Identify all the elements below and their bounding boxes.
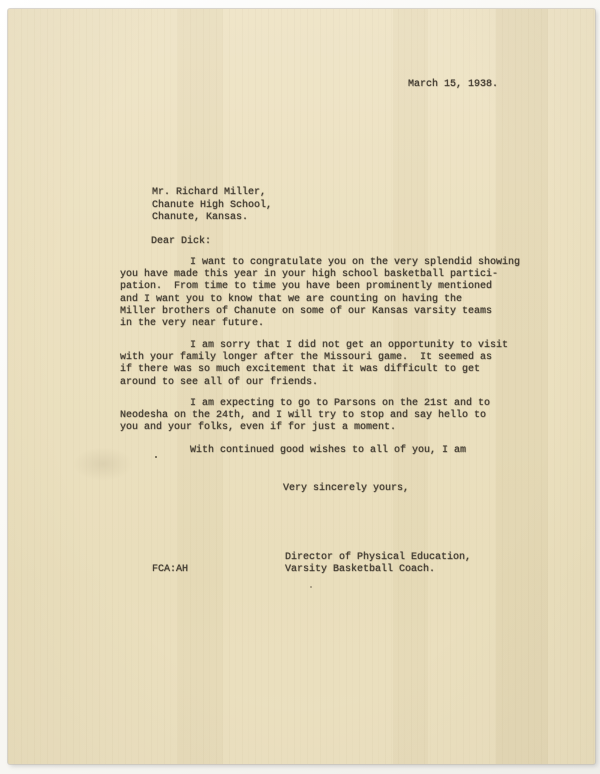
text-line: I am expecting to go to Parsons on the 21st and to <box>190 398 491 409</box>
text-line: Miller brothers of Chanute on some of our Kansas varsity teams <box>120 305 493 317</box>
text-line: With continued good wishes to all of you, I am <box>190 445 467 456</box>
initials-text: FCA:AH <box>152 564 189 575</box>
text-line: you have made this year in your high school basketball partici- <box>120 269 499 281</box>
typist-initials <box>152 564 188 576</box>
signature-line: Varsity Basketball Coach. <box>285 564 436 576</box>
signature-title <box>285 552 471 576</box>
ink-speck <box>155 456 157 458</box>
paragraph-2 <box>120 340 508 389</box>
ink-speck <box>310 586 312 588</box>
date-text: March 15, 1938. <box>408 79 499 90</box>
text-line: I want to congratulate you on the very splendid showing <box>190 257 521 268</box>
text-line: pation. From time to time you have been prominently mentioned <box>120 281 493 293</box>
paper-smudge <box>73 447 133 481</box>
text-line: if there was so much excitement that it was difficult to get <box>120 364 481 376</box>
text-line: in the very near future. <box>120 318 265 330</box>
text-line: around to see all of our friends. <box>120 376 319 388</box>
text-line: with your family longer after the Missouri game. It seemed as <box>120 352 493 364</box>
signature-line: Director of Physical Education, <box>285 552 472 563</box>
text-line: Neodesha on the 24th, and I will try to stop and say hello to <box>120 410 487 422</box>
text-line: I am sorry that I did not get an opportunity to visit <box>190 340 509 351</box>
recipient-school: Chanute High School, <box>152 199 273 211</box>
letter-page <box>8 9 595 764</box>
closing-line <box>120 445 466 457</box>
recipient-city: Chanute, Kansas. <box>152 212 249 223</box>
text-line: and I want you to know that we are counting on having the <box>120 293 463 305</box>
salutation <box>151 236 211 248</box>
paragraph-3 <box>120 398 490 435</box>
salutation-text: Dear Dick: <box>151 236 212 247</box>
valediction <box>283 483 409 495</box>
paragraph-1 <box>120 257 520 330</box>
valediction-text: Very sincerely yours, <box>283 483 410 494</box>
letter-date <box>408 79 498 91</box>
recipient-name: Mr. Richard Miller, <box>152 187 267 198</box>
recipient-address <box>152 187 272 225</box>
text-line: you and your folks, even if for just a moment. <box>120 422 397 434</box>
